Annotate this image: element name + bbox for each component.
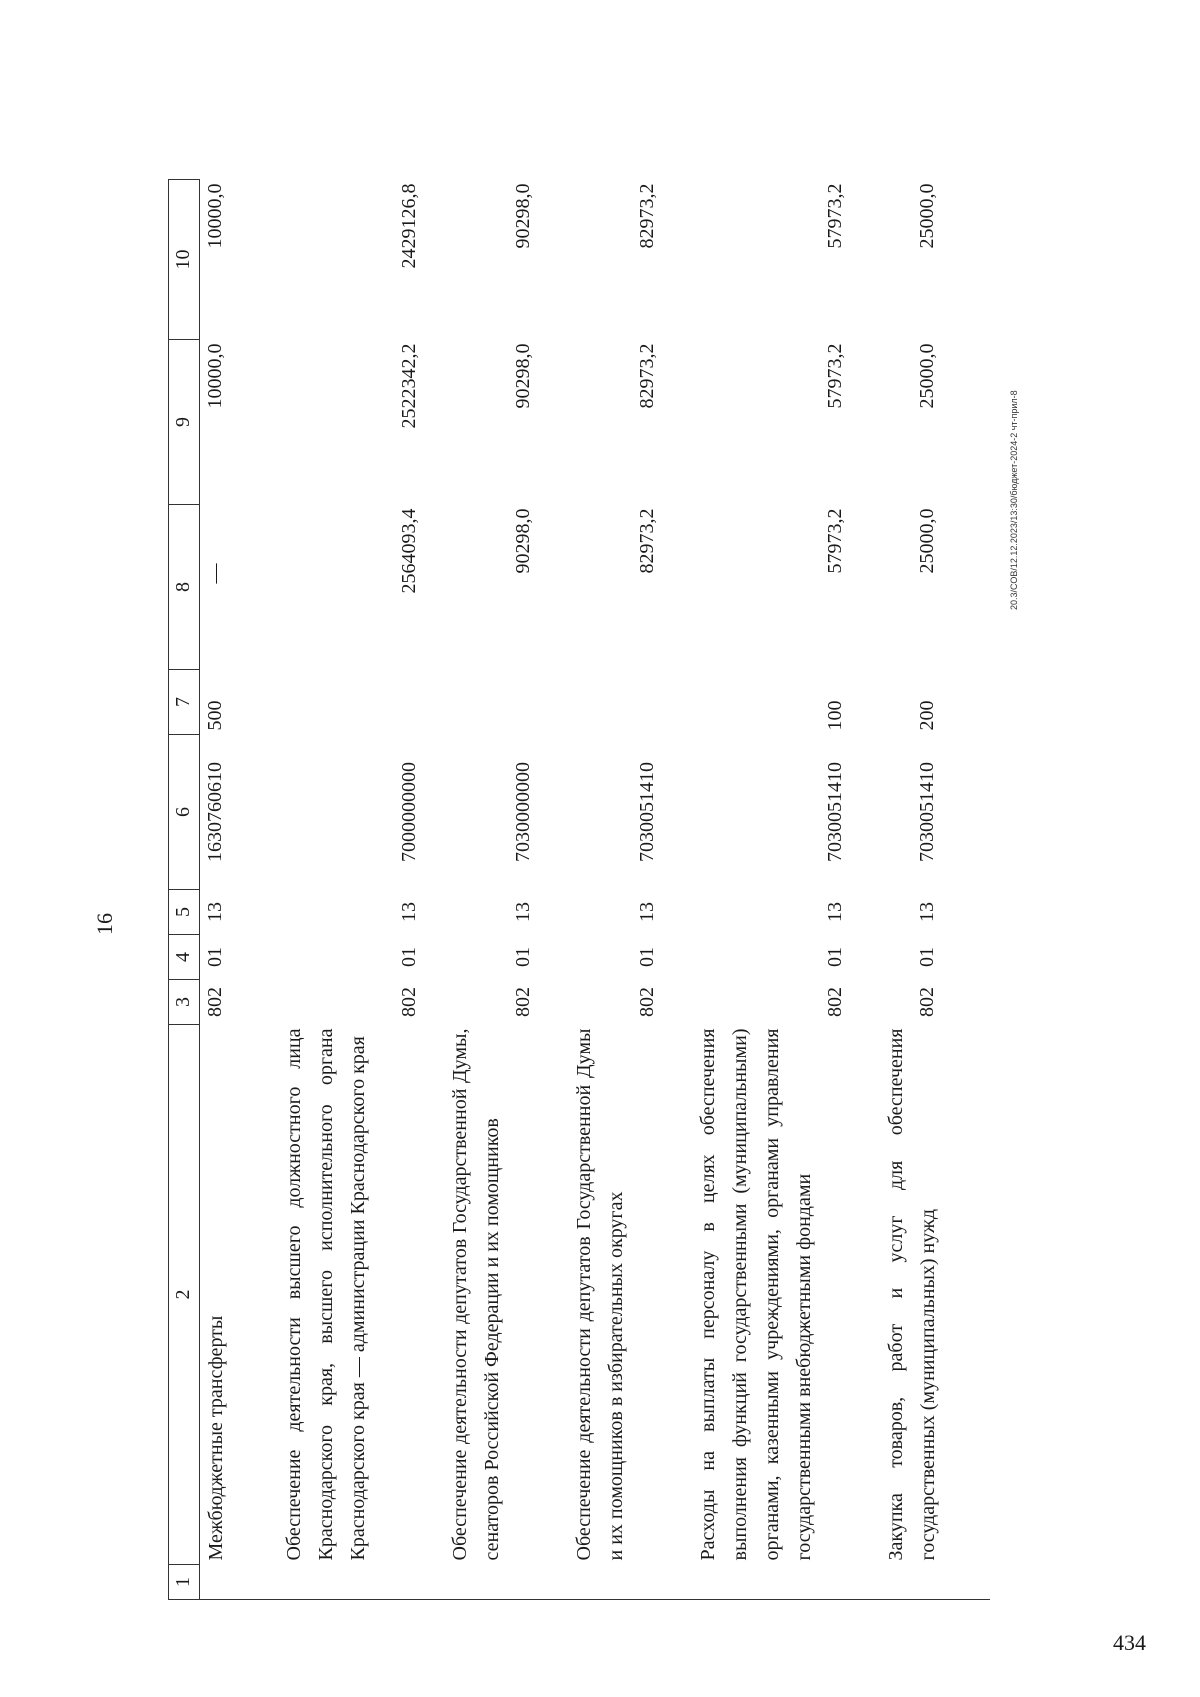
section-code-cell: 01 <box>204 947 226 967</box>
subsection-code-cell: 13 <box>915 902 938 922</box>
ministry-code-cell: 802 <box>823 987 846 1017</box>
budget-table <box>168 179 990 1600</box>
amount-year3-cell: 82973,2 <box>635 183 658 249</box>
target-article-cell: 7030000000 <box>511 762 534 862</box>
subsection-code-cell: 13 <box>397 902 420 922</box>
ministry-code-cell: 802 <box>204 987 226 1017</box>
expense-type-cell: 100 <box>823 700 846 731</box>
header-cell: 1 <box>169 1565 200 1600</box>
amount-year2-cell: 82973,2 <box>635 343 658 409</box>
expense-name-cell: Закупка товаров, работ и услуг для обеспечения государственных (муниципальных) нужд <box>884 1028 939 1561</box>
amount-year2-cell: 2522342,2 <box>397 343 420 429</box>
expense-name-cell: Обеспечение деятельности депутатов Государственной Думы и их помощников в избирательных округах <box>572 1028 627 1561</box>
header-cell: 7 <box>169 670 200 735</box>
rotated-page <box>0 80 1050 1680</box>
expense-name-cell: Обеспечение деятельности высшего должностного лица Краснодарского края, высшего исполнительного органа Краснодарского края — администрации Краснодарского края <box>282 1028 369 1561</box>
amount-year1-cell: 82973,2 <box>635 508 658 574</box>
header-cell: 6 <box>169 735 200 890</box>
table-row <box>258 180 444 1600</box>
amount-year1-cell <box>200 505 258 670</box>
table-row <box>568 180 692 1600</box>
section-code-cell: 01 <box>397 947 420 967</box>
target-article-cell: 7030051410 <box>823 762 846 862</box>
subsection-code-cell: 13 <box>511 902 534 922</box>
expense-type-cell <box>444 670 568 735</box>
table-row <box>880 180 990 1600</box>
amount-year1-cell: 25000,0 <box>915 508 938 574</box>
section-code-cell: 01 <box>915 947 938 967</box>
header-cell: 4 <box>169 935 200 980</box>
amount-year3-cell: 2429126,8 <box>397 183 420 269</box>
subsection-code-cell: 13 <box>635 902 658 922</box>
header-cell: 10 <box>169 180 200 340</box>
table-row <box>692 180 880 1600</box>
expense-type-cell: 200 <box>915 700 938 731</box>
target-article-cell: 7030051410 <box>635 762 658 862</box>
amount-year3-cell: 10000,0 <box>204 183 226 249</box>
table-row <box>200 180 258 1600</box>
target-article-cell: 7030051410 <box>915 762 938 862</box>
ministry-code-cell: 802 <box>915 987 938 1017</box>
subsection-code-cell: 13 <box>823 902 846 922</box>
section-code-cell: 01 <box>511 947 534 967</box>
header-cell: 8 <box>169 505 200 670</box>
sheet-number: 434 <box>1113 1630 1146 1655</box>
row-number-cell <box>200 1565 258 1600</box>
page-number-top: 16 <box>92 913 117 935</box>
amount-year3-cell: 25000,0 <box>915 183 938 249</box>
header-row <box>169 180 200 1600</box>
target-article-cell: 1630760610 <box>204 762 226 862</box>
amount-year3-cell: 90298,0 <box>511 183 534 249</box>
table-row <box>444 180 568 1600</box>
expense-name-cell: Межбюджетные трансферты <box>205 1315 227 1561</box>
ministry-code-cell: 802 <box>635 987 658 1017</box>
expense-type-cell <box>258 670 444 735</box>
amount-year2-cell: 10000,0 <box>204 343 226 409</box>
header-cell: 5 <box>169 890 200 935</box>
dash-value: — <box>204 563 226 584</box>
amount-year1-cell: 57973,2 <box>823 508 846 574</box>
target-article-cell: 7000000000 <box>397 762 420 862</box>
expense-name-cell: Обеспечение деятельности депутатов Государственной Думы, сенаторов Российской Федерации и их помощников <box>448 1028 503 1561</box>
header-cell: 9 <box>169 340 200 505</box>
expense-name-cell: Расходы на выплаты персоналу в целях обеспечения выполнения функций государственными (муниципальными) органами, казенными учреждениями, органами управления государственными внебюджетными фондами <box>696 1028 815 1561</box>
amount-year1-cell: 90298,0 <box>511 508 534 574</box>
amount-year2-cell: 57973,2 <box>823 343 846 409</box>
document-footer-stamp: 20.3/СОВ/12.12.2023/13:30/бюджет-2024-2 чт-прил-8 <box>1009 390 1019 610</box>
section-code-cell: 01 <box>823 947 846 967</box>
amount-year2-cell: 25000,0 <box>915 343 938 409</box>
header-cell: 3 <box>169 980 200 1025</box>
amount-year3-cell: 57973,2 <box>823 183 846 249</box>
ministry-code-cell: 802 <box>397 987 420 1017</box>
section-code-cell: 01 <box>635 947 658 967</box>
amount-year1-cell: 2564093,4 <box>397 508 420 594</box>
expense-type-cell: 500 <box>204 700 226 731</box>
ministry-code-cell: 802 <box>511 987 534 1017</box>
subsection-code-cell: 13 <box>204 902 226 922</box>
amount-year2-cell: 90298,0 <box>511 343 534 409</box>
header-cell: 2 <box>169 1025 200 1565</box>
expense-type-cell <box>568 670 692 735</box>
